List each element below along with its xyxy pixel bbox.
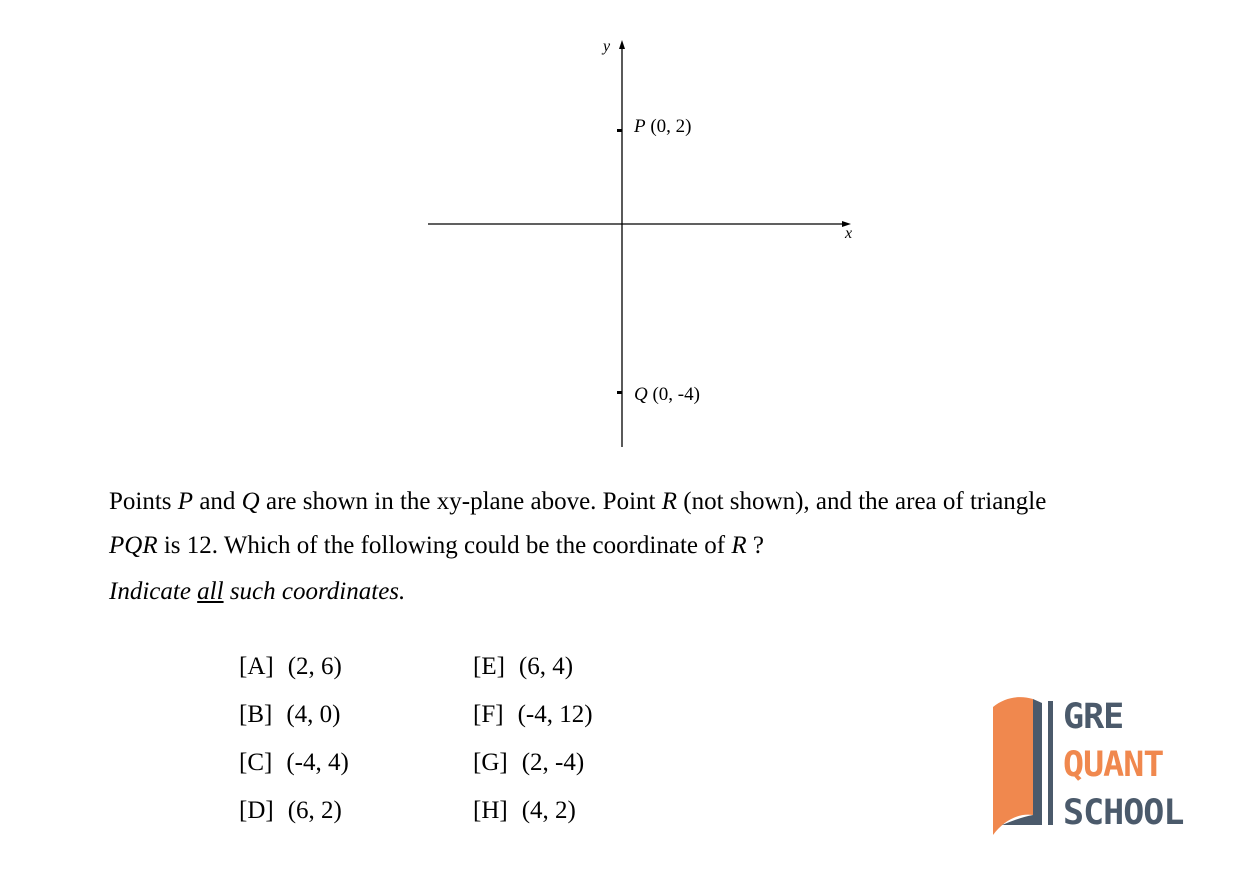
- logo-line-gre: GRE: [1063, 697, 1124, 737]
- choice-a[interactable]: [A] (2, 6): [239, 653, 342, 680]
- choice-h[interactable]: [H] (4, 2): [473, 797, 576, 824]
- choice-g[interactable]: [G] (2, -4): [473, 749, 585, 776]
- logo-line-school: SCHOOL: [1063, 793, 1184, 833]
- logo-book-icon: [993, 697, 1033, 835]
- logo-divider: [1048, 701, 1053, 825]
- point-q-label: Q (0, -4): [634, 384, 700, 405]
- question-text: [109, 480, 1209, 568]
- choice-f[interactable]: [F] (-4, 12): [473, 701, 593, 728]
- question-line-1: Points P and Q are shown in the xy-plane above. Point R (not shown), and the area of triangle: [109, 488, 1047, 515]
- point-p-label: P (0, 2): [634, 116, 692, 137]
- choice-d[interactable]: [D] (6, 2): [239, 797, 342, 824]
- y-axis-arrow: [619, 40, 625, 49]
- choice-c[interactable]: [C] (-4, 4): [239, 749, 349, 776]
- point-q-tick: [617, 391, 622, 394]
- question-line-2: PQR is 12. Which of the following could be the coordinate of R ?: [109, 532, 764, 559]
- instruction-text: Indicate all such coordinates.: [109, 578, 406, 605]
- choice-e[interactable]: [E] (6, 4): [473, 653, 574, 680]
- point-p-tick: [617, 129, 622, 132]
- y-axis-label: y: [603, 38, 611, 55]
- choice-b[interactable]: [B] (4, 0): [239, 701, 341, 728]
- logo-line-quant: QUANT: [1063, 745, 1164, 785]
- x-axis-label: x: [845, 225, 853, 242]
